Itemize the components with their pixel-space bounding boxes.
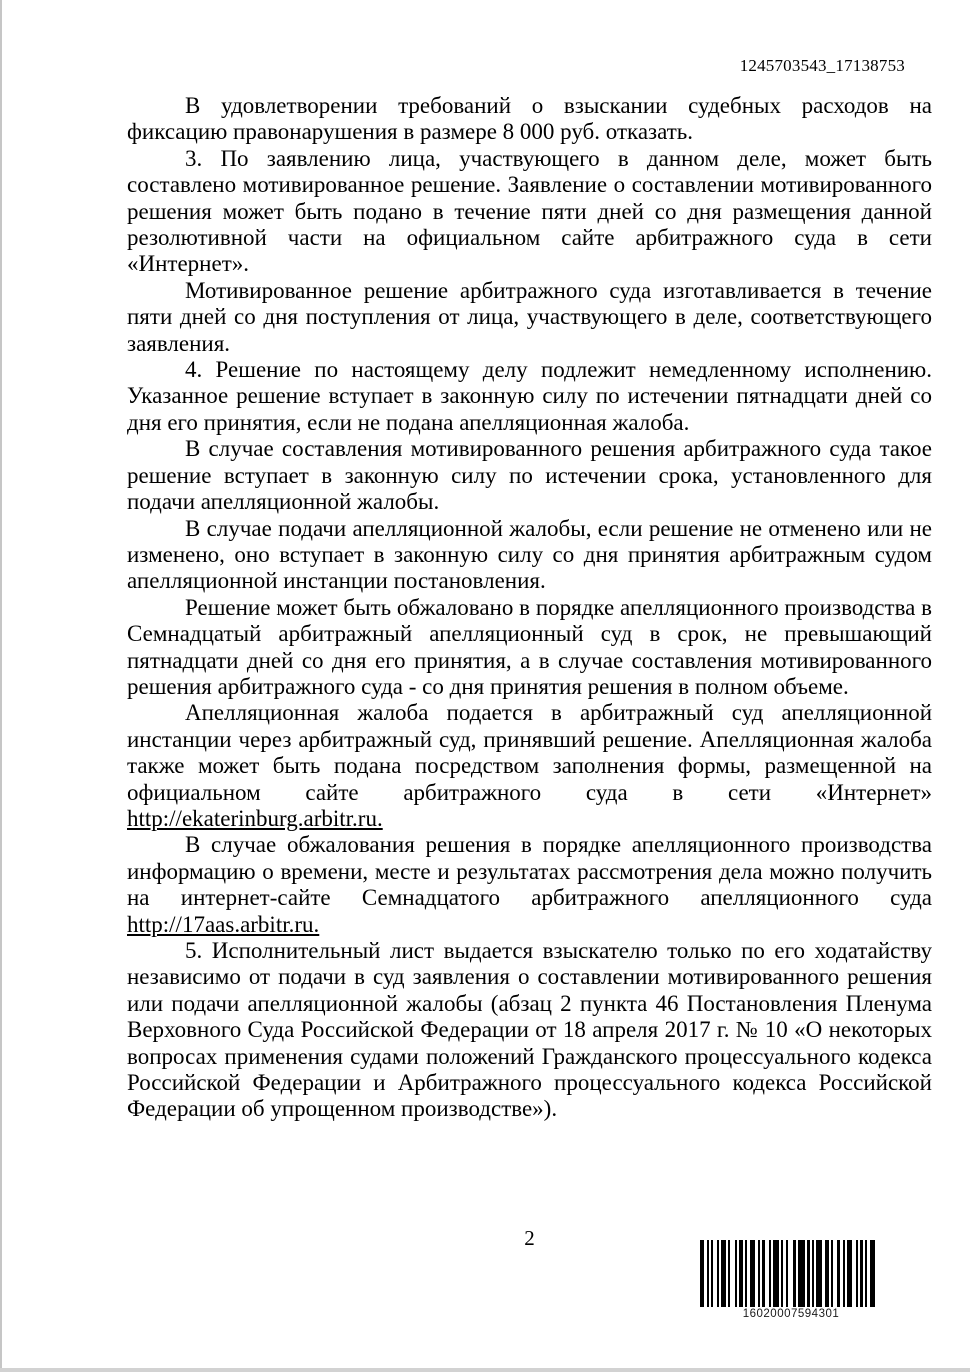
paragraph-text: В случае обжалования решения в порядке апелляционного производства информацию о времени, месте и результатах рассмотрения дела можно получить на интернет-сайте Семнадцатого арбитражного апелляционного суда — [127, 832, 932, 911]
document-body — [127, 93, 932, 1123]
paragraph-appeal-info — [127, 832, 932, 938]
document-reference-number: 1245703543_17138753 — [739, 56, 905, 75]
paragraph-legal-force-motivated: В случае составления мотивированного решения арбитражного суда такое решение вступает в законную силу по истечении срока, установленного для подачи апелляционной жалобы. — [127, 436, 932, 515]
paragraph-item-3-motivated-decision: 3. По заявлению лица, участвующего в данном деле, может быть составлено мотивированное решение. Заявление о составлении мотивированного решения может быть подано в течение пяти дней со дня размещения данной резолютивной части на официальном сайте арбитражного суда в сети «Интернет». — [127, 145, 932, 277]
link-ekaterinburg-arbitr-url[interactable]: http://ekaterinburg.arbitr.ru. — [127, 805, 383, 831]
barcode-bars — [700, 1240, 882, 1307]
paragraph-appeal-procedure: Решение может быть обжаловано в порядке апелляционного производства в Семнадцатый арбитражный апелляционный суд в срок, не превышающий пятнадцати дней со дня его принятия, а в случае составления мотивированного решения арбитражного суда - со дня принятия решения в полном объеме. — [127, 594, 932, 699]
paragraph-text: Апелляционная жалоба подается в арбитражный суд апелляционной инстанции через арбитражный суд, принявший решение. Апелляционная жалоба также может быть подана посредством заполнения формы, размещенной на официальном сайте арбитражного суда в сети «Интернет» — [127, 700, 932, 805]
paragraph-costs-refusal: В удовлетворении требований о взыскании судебных расходов на фиксацию правонарушения в размере 8 000 руб. отказать. — [127, 93, 932, 145]
link-17aas-arbitr-url[interactable]: http://17aas.arbitr.ru. — [127, 911, 320, 937]
paragraph-appeal-filing — [127, 700, 932, 832]
page-edge-left — [0, 0, 2, 1372]
paragraph-item-4-immediate-execution: 4. Решение по настоящему делу подлежит немедленному исполнению. Указанное решение вступает в законную силу по истечении пятнадцати дней со дня его принятия, если не подана апелляционная жалоба. — [127, 357, 932, 435]
barcode — [700, 1240, 882, 1320]
page-edge-bottom — [0, 1368, 970, 1372]
barcode-number: 16020007594301 — [742, 1308, 840, 1320]
paragraph-item-5-writ-of-execution: 5. Исполнительный лист выдается взыскателю только по его ходатайству независимо от подачи в суд заявления о составлении мотивированного решения или подачи апелляционной жалобы (абзац 2 пункта 46 Постановления Пленума Верховного Суда Российской Федерации от 18 апреля 2017 г. № 10 «О некоторых вопросах применения судами положений Гражданского процессуального кодекса Российской Федерации и Арбитражного процессуального кодекса Российской Федерации об упрощенном производстве»). — [127, 938, 932, 1122]
paragraph-motivated-decision-term: Мотивированное решение арбитражного суда изготавливается в течение пяти дней со дня поступления от лица, участвующего в деле, соответствующего заявления. — [127, 277, 932, 356]
page-number: 2 — [524, 1226, 535, 1250]
paragraph-legal-force-appeal: В случае подачи апелляционной жалобы, если решение не отменено или не изменено, оно вступает в законную силу со дня принятия арбитражным судом апелляционной инстанции постановления. — [127, 515, 932, 594]
